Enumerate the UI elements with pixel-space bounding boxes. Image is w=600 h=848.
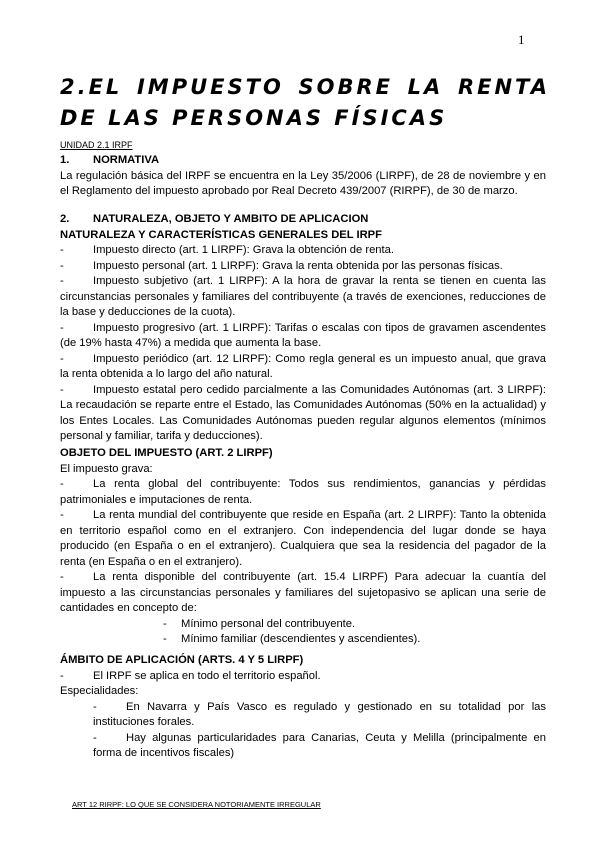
list-item: - Impuesto estatal pero cedido parcialmente a las Comunidades Autónomas (art. 3 LIRPF): La recaudación se reparte entre el Estado, las Comunidades Autónomas (50% en la actualidad) y los Entes Locales. Las Comunidades Autónomas pueden regular algunos elementos (mínimos personal y familiar, tarifa y deducciones).	[60, 383, 546, 442]
section-heading	[60, 153, 546, 169]
list-item: - La renta global del contribuyente: Todos sus rendimientos, ganancias y pérdidas patrimoniales e imputaciones de renta.	[60, 478, 546, 506]
page-title: 2.EL IMPUESTO SOBRE LA RENTA DE LAS PERSONAS FÍSICAS	[60, 75, 550, 130]
paragraph: Especialidades:	[60, 685, 139, 697]
list-item: - En Navarra y País Vasco es regulado y gestionado en su totalidad por las instituciones forales.	[93, 700, 546, 728]
footer-note: ART 12 RIRPF: LO QUE SE CONSIDERA NOTORIAMENTE IRREGULAR	[72, 800, 321, 809]
section-heading-text: NATURALEZA, OBJETO Y AMBITO DE APLICACION	[93, 213, 369, 225]
page-number: 1	[518, 32, 525, 47]
list-item: - La renta disponible del contribuyente (art. 15.4 LIRPF) Para adecuar la cuantía del impuesto a las circunstancias personales y familiares del sujetopasivo se aplican una serie de cantidades en concepto de:	[60, 571, 546, 614]
section-naturaleza	[60, 212, 546, 445]
list-item: - El IRPF se aplica en todo el territorio español.	[60, 669, 321, 682]
paragraph: La regulación básica del IRPF se encuentra en la Ley 35/2006 (LIRPF), de 28 de noviembre y en el Reglamento del impuesto aprobado por Real Decreto 439/2007 (RIRPF), de 30 de marzo.	[60, 169, 546, 197]
subheading: ÁMBITO DE APLICACIÓN (ARTS. 4 Y 5 LIRPF)	[60, 654, 304, 666]
section-heading	[60, 212, 546, 228]
section-ambito	[60, 653, 546, 762]
subheading: NATURALEZA Y CARACTERÍSTICAS GENERALES DEL IRPF	[60, 228, 382, 241]
section-number: 2.	[60, 213, 70, 225]
section-heading-text: NORMATIVA	[93, 154, 160, 166]
list-item: - Hay algunas particularidades para Canarias, Ceuta y Melilla (principalmente en forma de incentivos fiscales)	[93, 731, 546, 759]
list-item: - Impuesto personal (art. 1 LIRPF): Grava la renta obtenida por las personas físicas.	[60, 259, 503, 272]
unit-label: UNIDAD 2.1 IRPF	[60, 140, 133, 150]
section-number: 1.	[60, 154, 70, 166]
paragraph: El impuesto grava:	[60, 462, 153, 475]
subheading: OBJETO DEL IMPUESTO (ART. 2 LIRPF)	[60, 447, 273, 459]
section-normativa	[60, 153, 546, 200]
section-objeto	[60, 446, 546, 648]
list-item: - Impuesto periódico (art. 12 LIRPF): Como regla general es un impuesto anual, que grava la renta obtenida a lo largo del año natural.	[60, 352, 546, 380]
list-item: - Impuesto directo (art. 1 LIRPF): Grava la obtención de renta.	[60, 244, 394, 256]
sub-list-item: - Mínimo familiar (descendientes y ascendientes).	[163, 633, 421, 645]
list-item: - Impuesto progresivo (art. 1 LIRPF): Tarifas o escalas con tipos de gravamen ascendentes (de 19% hasta 47%) a medida que aumenta la base.	[60, 321, 546, 349]
sub-list-item: - Mínimo personal del contribuyente.	[163, 617, 356, 630]
list-item: - Impuesto subjetivo (art. 1 LIRPF): A la hora de gravar la renta se tienen en cuenta las circunstancias personales y familiares del contribuyente (a través de exenciones, reducciones de la base y deducciones de la cuota).	[60, 275, 546, 318]
list-item: - La renta mundial del contribuyente que reside en España (art. 2 LIRPF): Tanto la obtenida en territorio español como en el extranjero. Con independencia del lugar donde se haya producido (en España o en el extranjero). Cualquiera que sea la residencia del pagador de la renta (en España o en el extranjero).	[60, 509, 546, 568]
